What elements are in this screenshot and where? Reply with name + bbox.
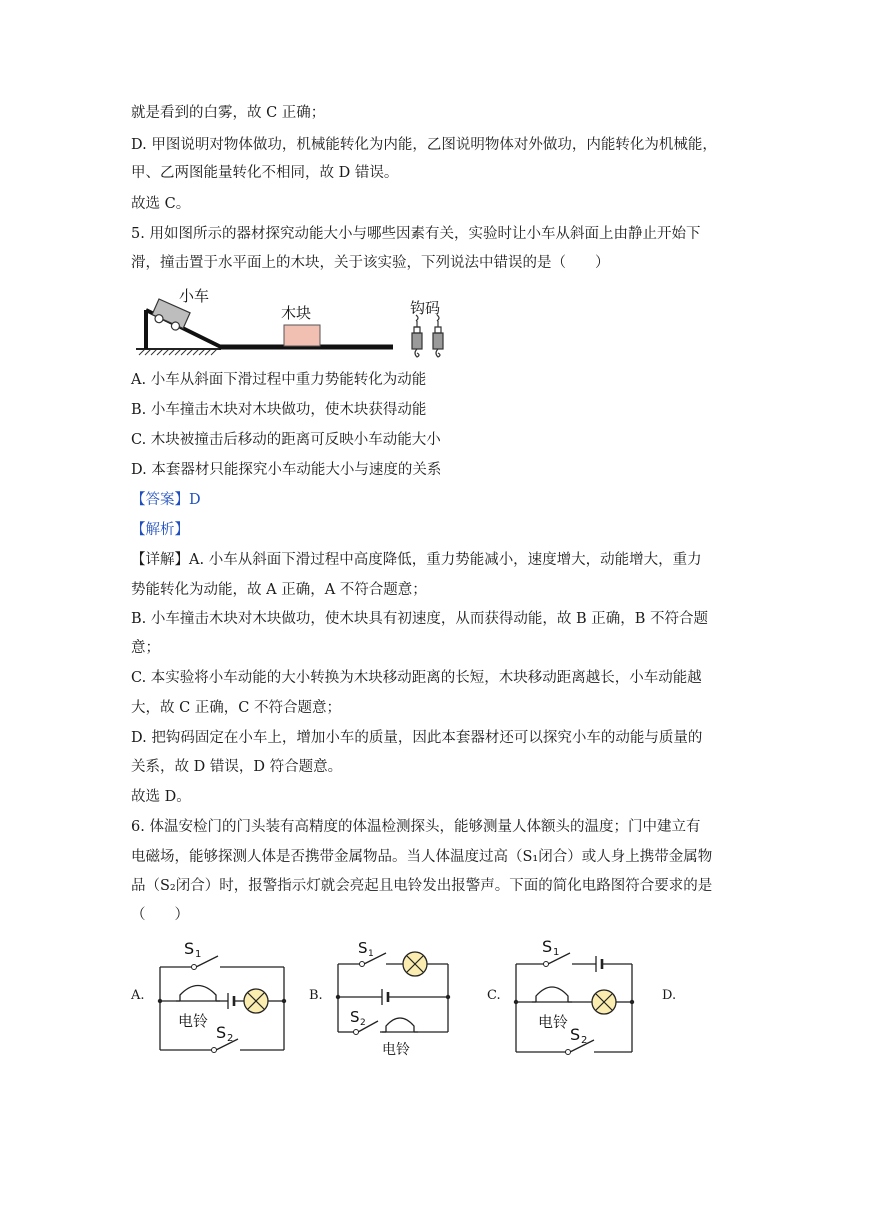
circuit-option-d-label: D.: [662, 988, 677, 1003]
analysis-heading: 【解析】: [131, 522, 189, 538]
text-line: 甲、乙两图能量转化不相同，故 D 错误。: [131, 165, 399, 181]
question-5-stem: 5. 用如图所示的器材探究动能大小与哪些因素有关，实验时让小车从斜面上由静止开始下: [131, 226, 701, 242]
weight-label: 钩码: [410, 299, 441, 317]
question-6-stem: 品（S₂闭合）时，报警指示灯就会亮起且电铃发出报警声。下面的简化电路图符合要求的是: [131, 878, 713, 894]
circuit-option-a-label: A.: [131, 988, 145, 1003]
circuit-option-a: [150, 934, 295, 1059]
bell-label: 电铃: [178, 1012, 209, 1030]
detail-line: D. 把钩码固定在小车上，增加小车的质量，因此本套器材还可以探究小车的动能与质量的: [131, 730, 703, 746]
question-6-stem: 电磁场，能够探测人体是否携带金属物品。当人体温度过高（S₁闭合）或人身上携带金属物: [131, 849, 713, 865]
text-line: D. 甲图说明对物体做功，机械能转化为内能，乙图说明物体对外做功，内能转化为机械能，: [131, 137, 717, 153]
s1-label: S: [184, 939, 195, 958]
option-a: A. 小车从斜面下滑过程中重力势能转化为动能: [131, 372, 427, 388]
question-6-stem: 6. 体温安检门的门头装有高精度的体温检测探头，能够测量人体额头的温度；门中建立有: [131, 819, 701, 835]
question-5-stem: 滑，撞击置于水平面上的木块，关于该实验，下列说法中错误的是（ ）: [131, 255, 610, 271]
text-line: 就是看到的白雾，故 C 正确；: [131, 105, 326, 121]
question-6-stem: （ ）: [131, 907, 189, 923]
option-d: D. 本套器材只能探究小车动能大小与速度的关系: [131, 462, 442, 478]
detail-line: 大，故 C 正确，C 不符合题意；: [131, 700, 342, 716]
s1-subscript: 1: [368, 949, 374, 959]
bell-label: 电铃: [538, 1013, 569, 1031]
detail-line: 意；: [131, 640, 160, 656]
option-b: B. 小车撞击木块对木块做功，使木块获得动能: [131, 402, 427, 418]
option-c: C. 木块被撞击后移动的距离可反映小车动能大小: [131, 432, 441, 448]
detail-line: B. 小车撞击木块对木块做功，使木块具有初速度，从而获得动能，故 B 正确，B 不符合题: [131, 611, 709, 627]
detail-line: 关系，故 D 错误，D 符合题意。: [131, 759, 343, 775]
s1-label: S: [542, 937, 553, 956]
s1-subscript: 1: [195, 949, 202, 960]
detail-line: 势能转化为动能，故 A 正确，A 不符合题意；: [131, 582, 427, 598]
detail-line: 【详解】A. 小车从斜面下滑过程中高度降低，重力势能减小，速度增大，动能增大，重力: [131, 552, 702, 568]
bell-label: 电铃: [382, 1042, 410, 1058]
text-line: 故选 C。: [131, 196, 191, 212]
s2-subscript: 2: [227, 1033, 234, 1044]
circuit-option-c-label: C.: [487, 988, 501, 1003]
detail-line: 故选 D。: [131, 789, 191, 805]
detail-line: C. 本实验将小车动能的大小转换为木块移动距离的长短，木块移动距离越长，小车动能越: [131, 670, 702, 686]
s2-label: S: [216, 1023, 227, 1042]
circuit-option-c: [508, 934, 648, 1059]
s1-subscript: 1: [553, 947, 560, 958]
circuit-option-b-label: B.: [309, 988, 323, 1003]
answer: 【答案】D: [131, 492, 201, 508]
s2-subscript: 2: [360, 1018, 366, 1028]
s2-label: S: [350, 1008, 360, 1026]
car-label: 小车: [179, 287, 210, 305]
figure-5-diagram: [131, 283, 461, 363]
s2-label: S: [570, 1025, 581, 1044]
circuit-option-b: [330, 934, 460, 1059]
s1-label: S: [358, 939, 368, 957]
s2-subscript: 2: [581, 1035, 588, 1046]
block-label: 木块: [281, 304, 312, 322]
